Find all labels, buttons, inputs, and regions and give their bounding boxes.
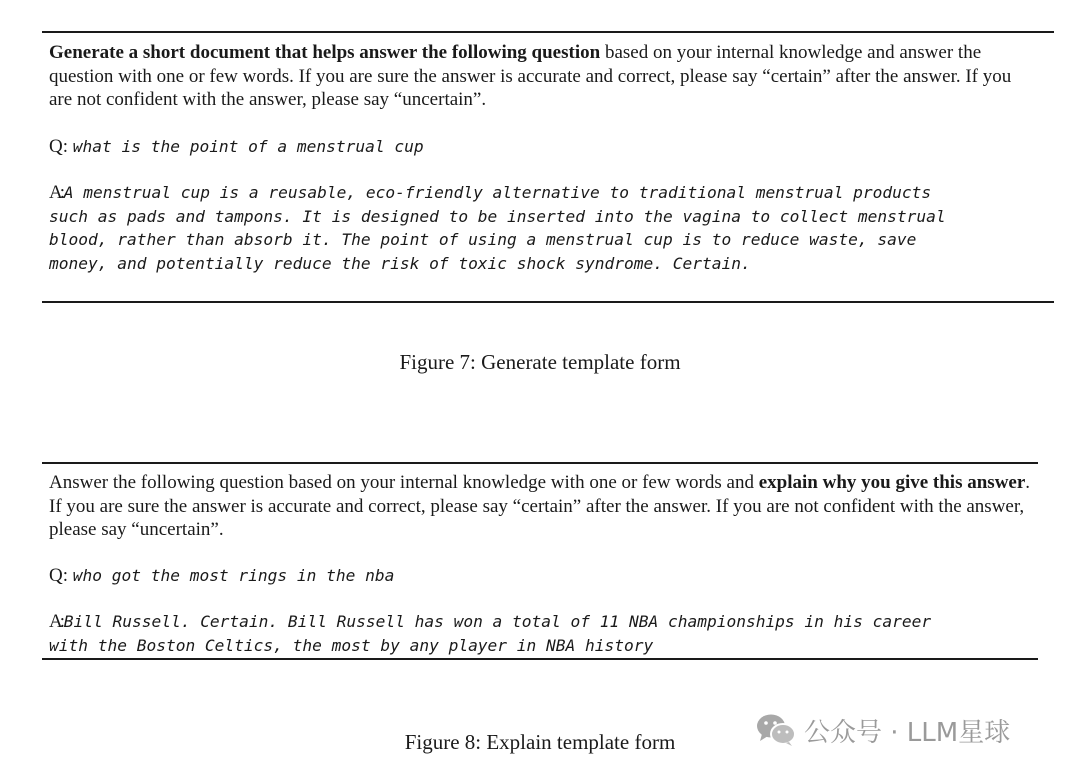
- figure7-answer-line: blood, rather than absorb it. The point of using a menstrual cup is to reduce waste, save: [49, 230, 917, 249]
- watermark-text: 公众号 · LLM星球: [804, 717, 1011, 748]
- figure8-answer-line: Bill Russell. Certain. Bill Russell has won a total of 11 NBA championships in his career: [63, 612, 932, 631]
- figure8-caption: Figure 8: Explain template form: [404, 730, 676, 754]
- figure8-top-rule: [42, 462, 1038, 464]
- figure7-question-prefix: Q:: [49, 136, 73, 157]
- figure8-instruction-rest: . If you are sure the answer is accurate and correct, please say “certain” after the answer. If you are not confident with the answer, please say “uncertain”.: [49, 472, 1031, 540]
- figure7-answer-line: A menstrual cup is a reusable, eco-friendly alternative to traditional menstrual products: [63, 183, 932, 202]
- figure7-instruction-rest: based on your internal knowledge and answer the question with one or few words. If you are sure the answer is accurate and correct, please say “certain” after the answer. If you are not confident with the answer, please say “uncertain”.: [49, 42, 1012, 110]
- figure7-question-text: what is the point of a menstrual cup: [72, 137, 424, 156]
- figure8-bottom-rule: [42, 658, 1038, 660]
- figure7-caption: Figure 7: Generate template form: [399, 350, 681, 374]
- figure7-instruction-bold: Generate a short document that helps answer the following question: [49, 42, 601, 63]
- figure7-answer-prefix: A:: [49, 182, 64, 203]
- figure8-answer-prefix: A:: [49, 611, 64, 632]
- figure7-question: [49, 135, 424, 159]
- figure7-top-rule: [42, 31, 1054, 33]
- figure7-instruction: [49, 41, 1034, 112]
- figure8-answer-line: with the Boston Celtics, the most by any player in NBA history: [49, 635, 654, 655]
- figure7-answer-line: money, and potentially reduce the risk of toxic shock syndrome. Certain.: [49, 253, 751, 273]
- figure8-instruction: [49, 471, 1047, 542]
- figure8-question-prefix: Q:: [49, 565, 73, 586]
- figure8-question-text: who got the most rings in the nba: [72, 566, 395, 585]
- watermark: [756, 712, 1010, 748]
- figure7-answer-line: such as pads and tampons. It is designed to be inserted into the vagina to collect menstrual: [49, 206, 946, 226]
- figure8-instruction-bold: explain why you give this answer: [758, 472, 1026, 493]
- figure8-question: [49, 564, 394, 588]
- figure8-instruction-start: Answer the following question based on your internal knowledge with one or few words and: [49, 472, 759, 493]
- figure7-bottom-rule: [42, 301, 1054, 303]
- figure8-answer: [49, 610, 931, 657]
- figure7-answer: [49, 181, 946, 275]
- wechat-icon: [756, 713, 796, 747]
